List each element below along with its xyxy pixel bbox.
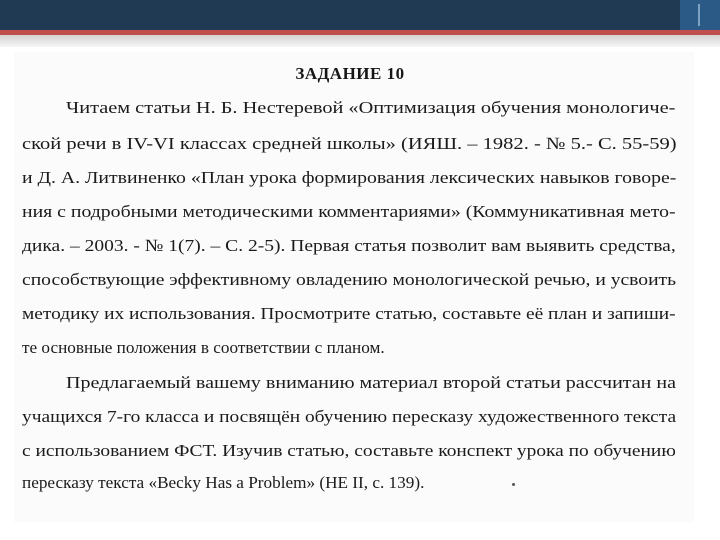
paragraph2-line-3: с использованием ФСТ. Изучив статью, составьте конспект урока по обучению <box>22 441 676 460</box>
paragraph1-line-2: ской речи в IV-VI классах средней школы» (ИЯШ. – 1982. - № 5.- С. 55-59) <box>22 134 677 153</box>
paragraph2-line-4: пересказу текста «Becky Has a Problem» (HE II, с. 139). <box>22 473 425 492</box>
paragraph1-line-8: те основные положения в соответствии с планом. <box>22 338 385 357</box>
paragraph1-line-4: ния с подробными методическими комментариями» (Коммуникативная мето- <box>22 202 676 221</box>
paragraph1-line-1: Читаем статьи Н. Б. Нестеревой «Оптимизация обучения монологиче- <box>66 98 676 117</box>
title-bar <box>0 0 720 30</box>
paragraph1-line-5: дика. – 2003. - № 1(7). – С. 2-5). Первая статья позволит вам выявить средства, <box>22 236 676 255</box>
assignment-title: ЗАДАНИЕ 10 <box>295 64 405 83</box>
paragraph1-line-7: методику их использования. Просмотрите статью, составьте её план и запиши- <box>22 304 676 323</box>
title-bar-accent <box>680 0 720 30</box>
paragraph1-line-6: способствующие эффективному овладению монологической речью, и усвоить <box>22 270 677 289</box>
paragraph2-line-2: учащихся 7-го класса и посвящён обучению пересказу художественного текста <box>22 407 677 426</box>
paragraph2-line-1: Предлагаемый вашему вниманию материал второй статьи рассчитан на <box>66 373 676 392</box>
paragraph1-line-3: и Д. А. Литвиненко «План урока формирования лексических навыков говоре- <box>22 168 677 187</box>
scan-speck <box>512 483 515 486</box>
grey-divider-strip <box>0 35 720 47</box>
title-bar-notch <box>698 4 714 26</box>
